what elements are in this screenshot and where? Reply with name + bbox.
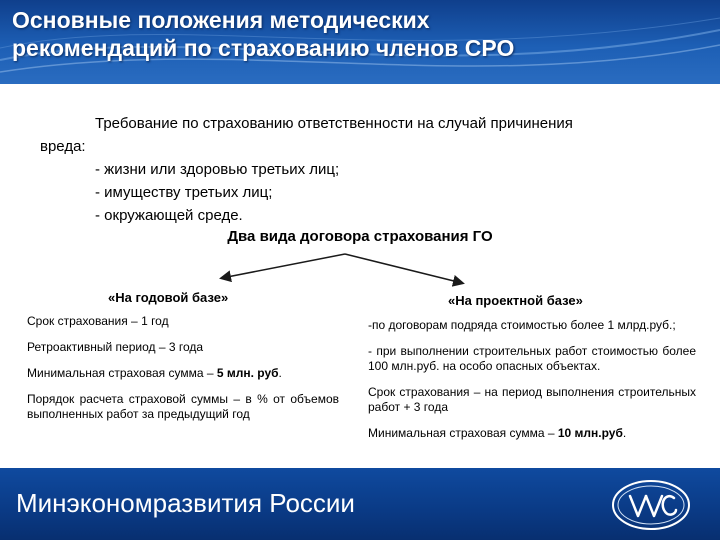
left-calc-order: Порядок расчета страховой суммы – в % от объемов выполненных работ за предыдущий год <box>27 392 339 421</box>
title-line-1: Основные положения методических <box>12 7 430 33</box>
vvs-emblem-icon <box>608 476 694 534</box>
list-item: - жизни или здоровью третьих лиц; <box>95 161 340 178</box>
left-column-heading: «На годовой базе» <box>108 290 229 305</box>
right-contracts: -по договорам подряда стоимостью более 1 млрд.руб.; <box>368 318 676 332</box>
left-retro-period: Ретроактивный период – 3 года <box>27 340 204 354</box>
right-hazard-objects: - при выполнении строительных работ стоимостью более 100 млн.руб. на особо опасных объектах. <box>368 344 696 373</box>
header-banner <box>0 0 720 84</box>
requirement-text <box>40 112 690 227</box>
left-term: Срок страхования – 1 год <box>27 314 169 328</box>
footer-banner <box>0 468 720 540</box>
arrow-left <box>222 254 345 278</box>
annual-basis-column <box>27 314 339 433</box>
left-min-sum-suffix: . <box>278 366 282 380</box>
left-min-sum-value: 5 млн. руб <box>216 366 279 380</box>
intro-line-1: Требование по страхованию ответственности на случай причинения <box>95 115 573 132</box>
right-min-sum-suffix: . <box>622 426 627 440</box>
ministry-name: Минэкономразвития России <box>16 488 355 518</box>
right-column-heading: «На проектной базе» <box>448 293 583 308</box>
left-min-sum <box>27 366 339 381</box>
branch-arrows <box>0 246 720 296</box>
right-term: Срок страхования – на период выполнения строительных работ + 3 года <box>368 385 696 414</box>
contract-types-heading: Два вида договора страхования ГО <box>227 228 493 245</box>
list-item: - имуществу третьих лиц; <box>95 184 273 201</box>
intro-line-2: вреда: <box>40 138 86 155</box>
arrow-right <box>345 254 462 283</box>
title-line-2: рекомендаций по страхованию членов СРО <box>12 35 515 61</box>
right-min-sum <box>368 426 696 441</box>
left-min-sum-label: Минимальная страховая сумма – <box>27 366 217 380</box>
right-min-sum-label: Минимальная страховая сумма – <box>368 426 558 440</box>
list-item: - окружающей среде. <box>95 207 243 224</box>
page-title <box>12 6 712 62</box>
right-min-sum-value: 10 млн.руб <box>557 426 623 440</box>
project-basis-column <box>368 318 696 452</box>
